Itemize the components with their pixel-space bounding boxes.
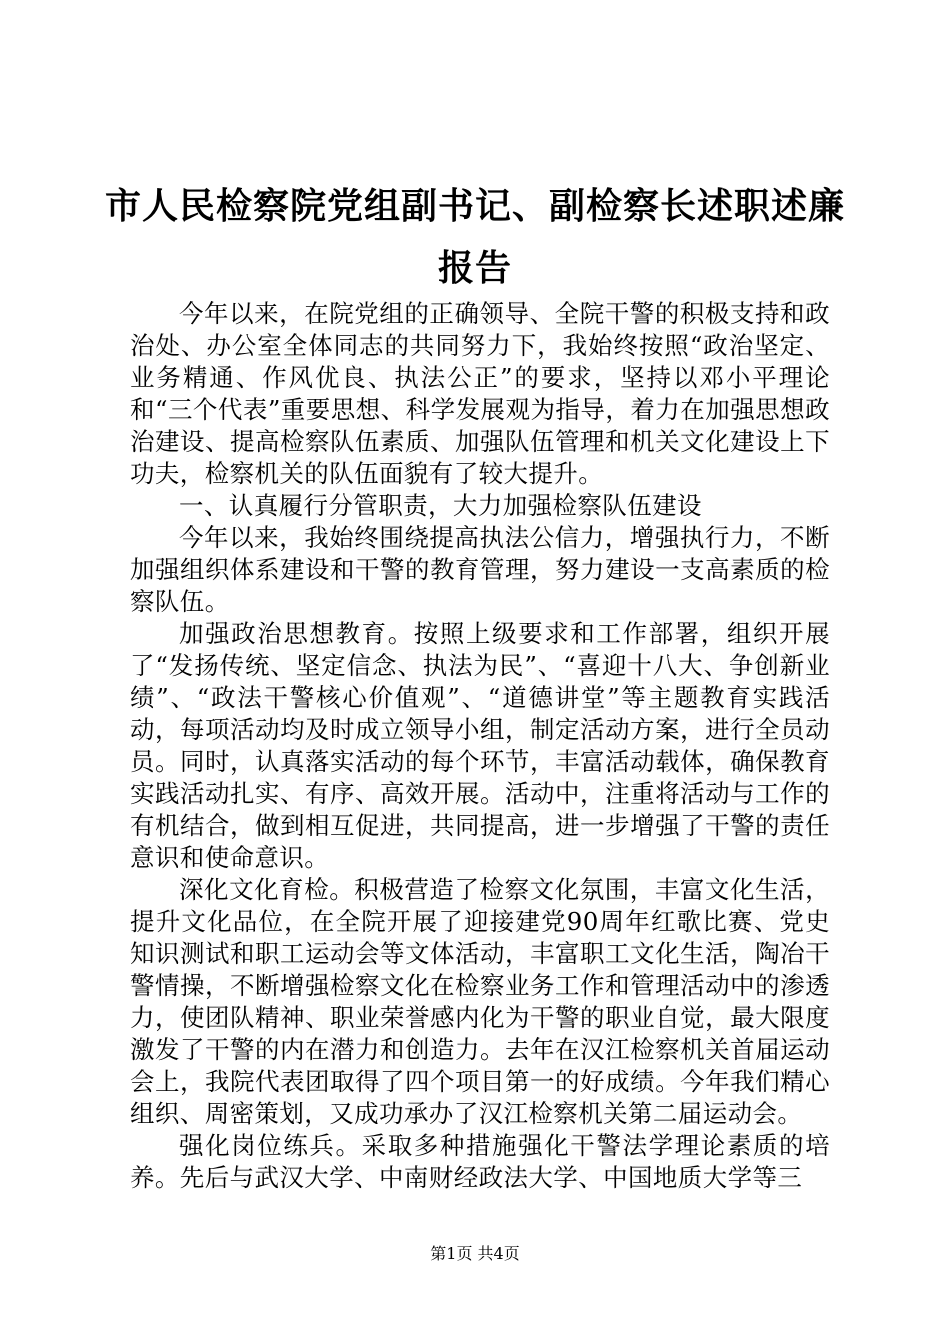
- paragraph-training: 强化岗位练兵。采取多种措施强化干警法学理论素质的培养。先后与武汉大学、中南财经政法大学、中国地质大学等三: [130, 1131, 830, 1192]
- paragraph-section-intro: 今年以来，我始终围绕提高执法公信力，增强执行力，不断加强组织体系建设和干警的教育管理，努力建设一支高素质的检察队伍。: [130, 523, 830, 616]
- section-heading: 一、认真履行分管职责，大力加强检察队伍建设: [179, 491, 702, 520]
- page-number-footer: 第1页 共4页: [430, 1244, 520, 1263]
- paragraph-culture: 深化文化育检。积极营造了检察文化氛围，丰富文化生活，提升文化品位，在全院开展了迎接建党90周年红歌比赛、党史知识测试和职工运动会等文体活动，丰富职工文化生活，陶冶干警情操，不断增强检察文化在检察业务工作和管理活动中的渗透力，使团队精神、职业荣誉感内化为干警的职业自觉，最大限度激发了干警的内在潜力和创造力。去年在汉江检察机关首届运动会上，我院代表团取得了四个项目第一的好成绩。今年我们精心组织、周密策划，又成功承办了汉江检察机关第二届运动会。: [130, 875, 830, 1128]
- document-title-line-1: 市人民检察院党组副书记、副检察长述职述廉: [104, 185, 845, 227]
- document-title-line-2: 报告: [437, 247, 512, 289]
- paragraph-political-education: 加强政治思想教育。按照上级要求和工作部署，组织开展了“发扬传统、坚定信念、执法为民”、“喜迎十八大、争创新业绩”、“政法干警核心价值观”、“道德讲堂”等主题教育实践活动，每项活动均及时成立领导小组，制定活动方案，进行全员动员。同时，认真落实活动的每个环节，丰富活动载体，确保教育实践活动扎实、有序、高效开展。活动中，注重将活动与工作的有机结合，做到相互促进，共同提高，进一步增强了干警的责任意识和使命意识。: [130, 619, 830, 872]
- paragraph-intro: 今年以来，在院党组的正确领导、全院干警的积极支持和政治处、办公室全体同志的共同努力下，我始终按照“政治坚定、业务精通、作风优良、执法公正”的要求，坚持以邓小平理论和“三个代表”重要思想、科学发展观为指导，着力在加强思想政治建设、提高检察队伍素质、加强队伍管理和机关文化建设上下功夫，检察机关的队伍面貌有了较大提升。: [130, 299, 830, 488]
- document-body: [130, 298, 830, 1194]
